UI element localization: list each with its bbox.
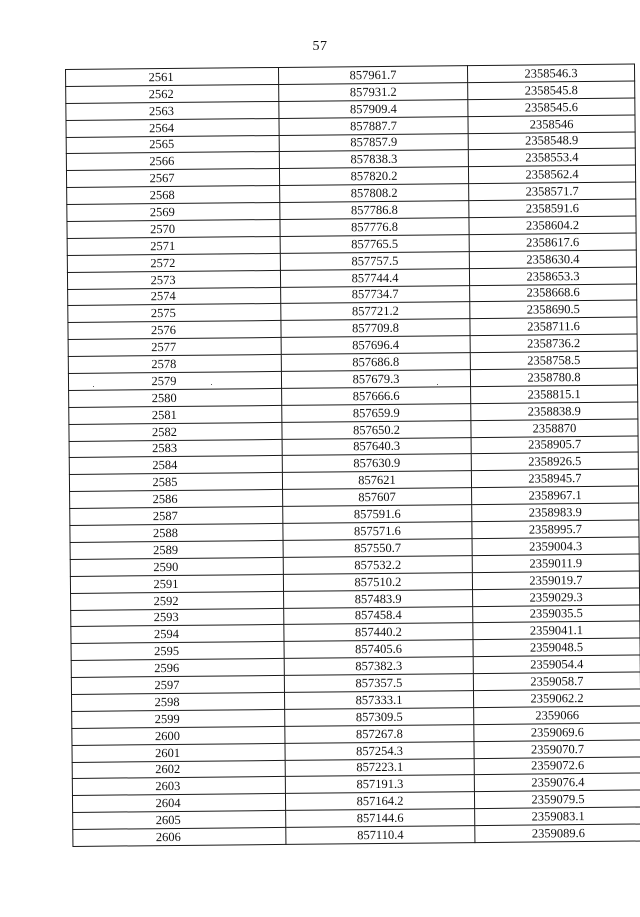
y-coordinate-cell: 2358630.4: [469, 250, 636, 268]
x-coordinate-cell: 857838.3: [279, 150, 468, 169]
x-coordinate-cell: 857458.4: [284, 606, 473, 625]
y-coordinate-cell: 2358653.3: [469, 267, 636, 285]
point-id-cell: 2570: [67, 219, 280, 238]
y-coordinate-cell: 2359083.1: [475, 807, 640, 825]
page-number: 57: [312, 39, 328, 54]
point-id-cell: 2567: [66, 169, 279, 188]
point-id-cell: 2602: [72, 760, 285, 779]
point-id-cell: 2598: [72, 692, 285, 711]
y-coordinate-cell: 2359035.5: [473, 605, 640, 623]
x-coordinate-cell: 857709.8: [281, 319, 470, 338]
x-coordinate-cell: 857483.9: [284, 589, 473, 608]
x-coordinate-cell: 857382.3: [284, 657, 473, 676]
x-coordinate-cell: 857650.2: [282, 420, 471, 439]
x-coordinate-cell: 857734.7: [281, 285, 470, 304]
y-coordinate-cell: 2358838.9: [471, 402, 638, 420]
scan-speck: [93, 386, 94, 387]
x-coordinate-cell: 857607: [283, 488, 472, 507]
y-coordinate-cell: 2358983.9: [472, 503, 639, 521]
y-coordinate-cell: 2358926.5: [471, 452, 638, 470]
point-id-cell: 2584: [69, 456, 282, 475]
point-id-cell: 2590: [70, 557, 283, 576]
y-coordinate-cell: 2359054.4: [473, 655, 640, 673]
point-id-cell: 2564: [66, 118, 279, 137]
point-id-cell: 2565: [66, 135, 279, 154]
point-id-cell: 2575: [68, 304, 281, 323]
x-coordinate-cell: 857696.4: [281, 336, 470, 355]
y-coordinate-cell: 2358995.7: [472, 520, 639, 538]
y-coordinate-cell: 2358945.7: [471, 469, 638, 487]
x-coordinate-cell: 857679.3: [281, 370, 470, 389]
point-id-cell: 2595: [71, 642, 284, 661]
x-coordinate-cell: 857440.2: [284, 623, 473, 642]
scan-speck: [211, 384, 212, 385]
point-id-cell: 2601: [72, 743, 285, 762]
y-coordinate-cell: 2358591.6: [469, 199, 636, 217]
y-coordinate-cell: 2359072.6: [474, 757, 640, 775]
point-id-cell: 2603: [72, 777, 285, 796]
x-coordinate-cell: 857776.8: [280, 218, 469, 237]
point-id-cell: 2569: [67, 203, 280, 222]
y-coordinate-cell: 2359076.4: [474, 773, 640, 791]
y-coordinate-cell: 2358815.1: [471, 385, 638, 403]
y-coordinate-cell: 2358545.6: [468, 98, 635, 116]
y-coordinate-cell: 2358780.8: [470, 368, 637, 386]
x-coordinate-cell: 857510.2: [283, 572, 472, 591]
x-coordinate-cell: 857887.7: [279, 116, 468, 135]
point-id-cell: 2606: [73, 827, 286, 846]
y-coordinate-cell: 2358690.5: [470, 300, 637, 318]
x-coordinate-cell: 857309.5: [285, 707, 474, 726]
y-coordinate-cell: 2358546.3: [467, 64, 634, 82]
point-id-cell: 2573: [67, 270, 280, 289]
x-coordinate-cell: 857144.6: [286, 809, 475, 828]
y-coordinate-cell: 2359058.7: [473, 672, 640, 690]
x-coordinate-cell: 857267.8: [285, 724, 474, 743]
point-id-cell: 2563: [66, 101, 279, 120]
y-coordinate-cell: 2359011.9: [472, 554, 639, 572]
point-id-cell: 2562: [66, 84, 279, 103]
point-id-cell: 2597: [71, 675, 284, 694]
point-id-cell: 2588: [70, 523, 283, 542]
y-coordinate-cell: 2359029.3: [473, 588, 640, 606]
x-coordinate-cell: 857659.9: [282, 403, 471, 422]
y-coordinate-cell: 2358617.6: [469, 233, 636, 251]
point-id-cell: 2596: [71, 659, 284, 678]
point-id-cell: 2592: [71, 591, 284, 610]
x-coordinate-cell: 857931.2: [279, 83, 468, 102]
point-id-cell: 2583: [69, 439, 282, 458]
point-id-cell: 2578: [68, 355, 281, 374]
y-coordinate-cell: 2358711.6: [470, 317, 637, 335]
x-coordinate-cell: 857757.5: [280, 251, 469, 270]
x-coordinate-cell: 857857.9: [279, 133, 468, 152]
x-coordinate-cell: 857765.5: [280, 235, 469, 254]
y-coordinate-cell: 2358562.4: [468, 165, 635, 183]
point-id-cell: 2589: [70, 540, 283, 559]
point-id-cell: 2577: [68, 338, 281, 357]
point-id-cell: 2600: [72, 726, 285, 745]
x-coordinate-cell: 857357.5: [284, 674, 473, 693]
y-coordinate-cell: 2359066: [474, 706, 640, 724]
y-coordinate-cell: 2359062.2: [473, 689, 640, 707]
x-coordinate-cell: 857666.6: [282, 387, 471, 406]
x-coordinate-cell: 857621: [282, 471, 471, 490]
point-id-cell: 2582: [69, 422, 282, 441]
x-coordinate-cell: 857744.4: [280, 268, 469, 287]
y-coordinate-cell: 2358546: [468, 115, 635, 133]
y-coordinate-cell: 2358870: [471, 419, 638, 437]
y-coordinate-cell: 2359069.6: [474, 723, 640, 741]
y-coordinate-cell: 2359048.5: [473, 638, 640, 656]
x-coordinate-cell: 857110.4: [286, 826, 475, 845]
x-coordinate-cell: 857786.8: [280, 201, 469, 220]
x-coordinate-cell: 857961.7: [278, 66, 467, 85]
y-coordinate-cell: 2358571.7: [469, 182, 636, 200]
point-id-cell: 2586: [70, 490, 283, 509]
x-coordinate-cell: 857591.6: [283, 505, 472, 524]
x-coordinate-cell: 857808.2: [280, 184, 469, 203]
point-id-cell: 2572: [67, 253, 280, 272]
point-id-cell: 2566: [66, 152, 279, 171]
x-coordinate-cell: 857223.1: [285, 758, 474, 777]
point-id-cell: 2594: [71, 625, 284, 644]
y-coordinate-cell: 2358905.7: [471, 436, 638, 454]
x-coordinate-cell: 857191.3: [285, 775, 474, 794]
coordinates-table: [65, 64, 640, 847]
point-id-cell: 2571: [67, 236, 280, 255]
point-id-cell: 2576: [68, 321, 281, 340]
coordinates-table-body: [66, 64, 640, 846]
point-id-cell: 2593: [71, 608, 284, 627]
x-coordinate-cell: 857571.6: [283, 522, 472, 541]
x-coordinate-cell: 857333.1: [284, 691, 473, 710]
y-coordinate-cell: 2359019.7: [472, 571, 639, 589]
point-id-cell: 2591: [70, 574, 283, 593]
y-coordinate-cell: 2358604.2: [469, 216, 636, 234]
x-coordinate-cell: 857721.2: [281, 302, 470, 321]
y-coordinate-cell: 2359041.1: [473, 621, 640, 639]
y-coordinate-cell: 2359079.5: [474, 790, 640, 808]
y-coordinate-cell: 2358545.8: [468, 81, 635, 99]
point-id-cell: 2580: [69, 388, 282, 407]
y-coordinate-cell: 2358758.5: [470, 351, 637, 369]
x-coordinate-cell: 857405.6: [284, 640, 473, 659]
x-coordinate-cell: 857820.2: [279, 167, 468, 186]
scan-speck: [437, 384, 438, 385]
x-coordinate-cell: 857909.4: [279, 99, 468, 118]
y-coordinate-cell: 2358736.2: [470, 334, 637, 352]
x-coordinate-cell: 857630.9: [282, 454, 471, 473]
x-coordinate-cell: 857550.7: [283, 539, 472, 558]
point-id-cell: 2599: [72, 709, 285, 728]
x-coordinate-cell: 857640.3: [282, 437, 471, 456]
point-id-cell: 2581: [69, 405, 282, 424]
y-coordinate-cell: 2359089.6: [475, 824, 640, 842]
point-id-cell: 2568: [67, 186, 280, 205]
y-coordinate-cell: 2359070.7: [474, 740, 640, 758]
x-coordinate-cell: 857164.2: [285, 792, 474, 811]
point-id-cell: 2561: [66, 67, 279, 86]
point-id-cell: 2587: [70, 507, 283, 526]
y-coordinate-cell: 2358553.4: [468, 148, 635, 166]
x-coordinate-cell: 857532.2: [283, 555, 472, 574]
point-id-cell: 2585: [69, 473, 282, 492]
y-coordinate-cell: 2358548.9: [468, 132, 635, 150]
x-coordinate-cell: 857254.3: [285, 741, 474, 760]
y-coordinate-cell: 2358668.6: [470, 284, 637, 302]
y-coordinate-cell: 2359004.3: [472, 537, 639, 555]
point-id-cell: 2574: [68, 287, 281, 306]
point-id-cell: 2605: [73, 811, 286, 830]
point-id-cell: 2604: [72, 794, 285, 813]
x-coordinate-cell: 857686.8: [281, 353, 470, 372]
point-id-cell: 2579: [68, 371, 281, 390]
y-coordinate-cell: 2358967.1: [472, 486, 639, 504]
